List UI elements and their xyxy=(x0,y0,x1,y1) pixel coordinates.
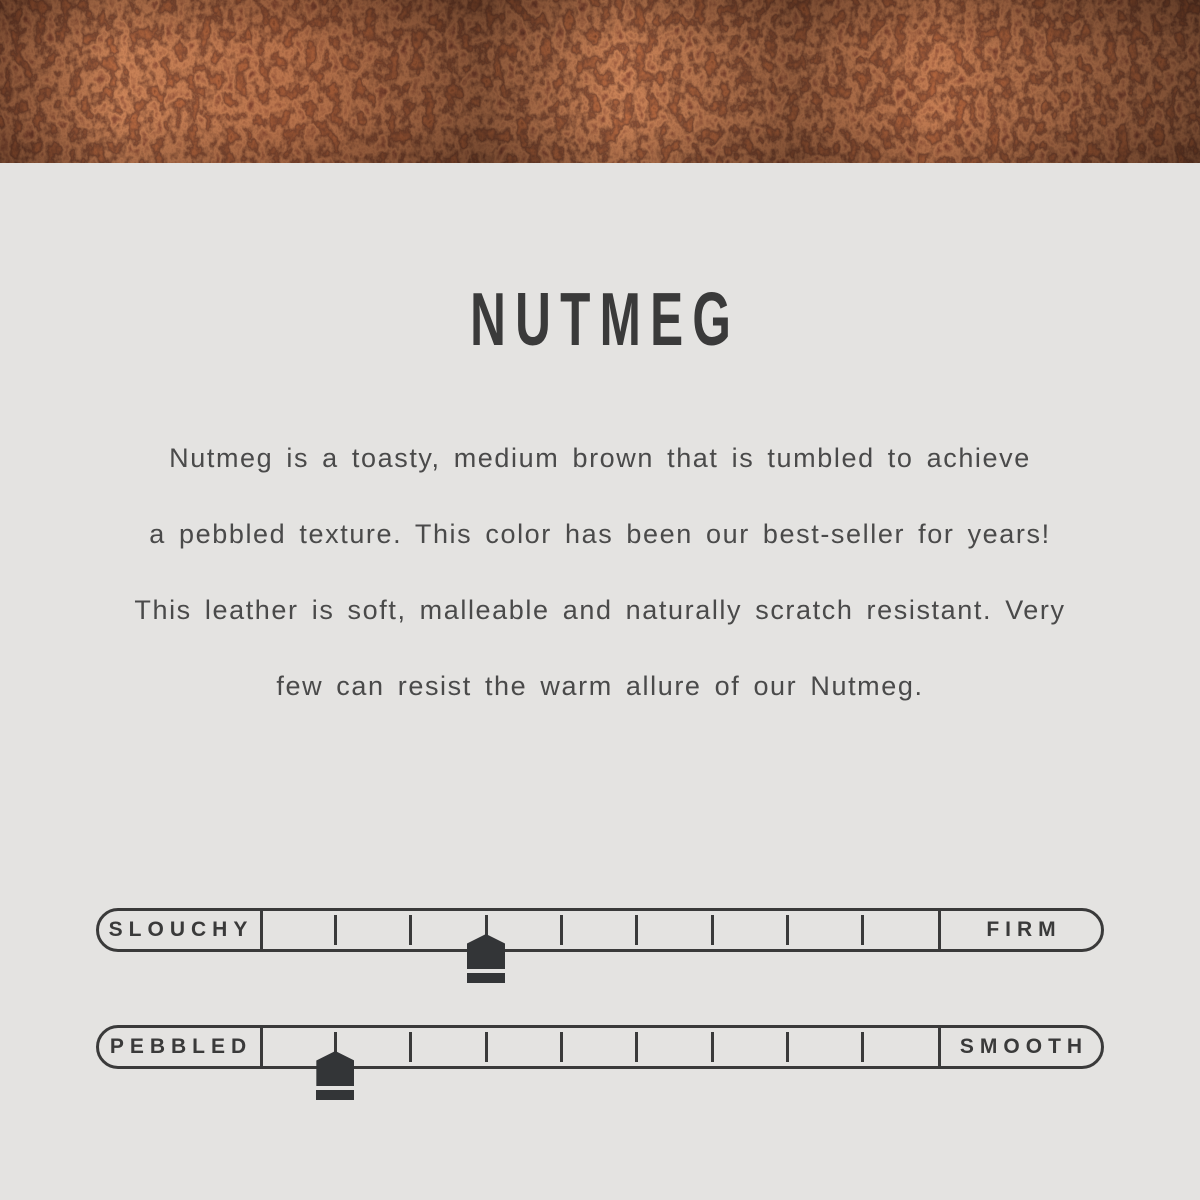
leather-swatch-image xyxy=(0,0,1200,163)
description-line: This leather is soft, malleable and naturally scratch resistant. Very xyxy=(134,595,1066,625)
firm-label: FIRM xyxy=(986,918,1062,941)
texture-scale xyxy=(96,1025,1104,1069)
title-row xyxy=(0,269,1200,369)
scale-tick xyxy=(711,915,714,945)
scale-tick xyxy=(334,915,337,945)
firmness-scale xyxy=(96,908,1104,952)
marker-pointer xyxy=(467,934,505,969)
marker-base xyxy=(467,973,505,983)
scale-divider xyxy=(260,908,263,952)
scale-tick xyxy=(635,915,638,945)
texture-marker xyxy=(316,1051,354,1100)
scale-tick xyxy=(861,915,864,945)
scale-tick xyxy=(786,1032,789,1062)
slouchy-label: SLOUCHY xyxy=(108,918,254,941)
color-description xyxy=(0,420,1200,724)
scale-tick xyxy=(409,915,412,945)
scale-tick xyxy=(711,1032,714,1062)
scale-tick xyxy=(861,1032,864,1062)
scale-tick xyxy=(485,1032,488,1062)
smooth-label: SMOOTH xyxy=(959,1035,1089,1058)
pebbled-label: PEBBLED xyxy=(109,1035,253,1058)
scale-tick xyxy=(560,915,563,945)
description-line: Nutmeg is a toasty, medium brown that is tumbled to achieve xyxy=(169,443,1031,473)
page-title: NUTMEG xyxy=(469,277,740,361)
scale-tick xyxy=(635,1032,638,1062)
firmness-marker xyxy=(467,934,505,983)
marker-pointer xyxy=(316,1051,354,1086)
marker-base xyxy=(316,1090,354,1100)
scale-tick xyxy=(409,1032,412,1062)
description-line: a pebbled texture. This color has been our best-seller for years! xyxy=(149,519,1051,549)
scale-tick xyxy=(560,1032,563,1062)
description-line: few can resist the warm allure of our Nutmeg. xyxy=(276,671,924,701)
leather-shading-overlay xyxy=(0,0,1200,163)
scale-divider xyxy=(260,1025,263,1069)
scale-tick xyxy=(786,915,789,945)
